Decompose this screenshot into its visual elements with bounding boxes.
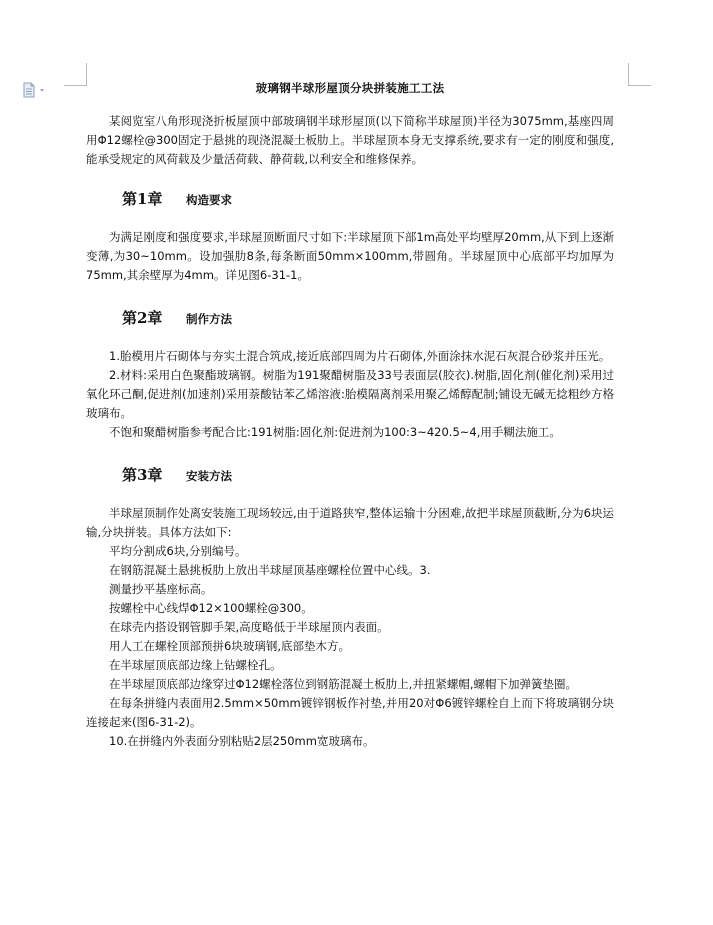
chapter-number: 第2章 (122, 309, 163, 327)
chapter-title: 制作方法 (186, 312, 232, 326)
chapter-3-paragraph: 在半球屋顶底部边缘穿过Φ12螺栓落位到钢筋混凝土板肋上,并扭紧螺帽,螺帽下加弹簧垫圈。 (109, 677, 577, 691)
chapter-3-step: 在球壳内搭设钢管脚手架,高度略低于半球屋顶内表面。 (109, 620, 389, 634)
intro-paragraph: 某阅览室八角形现浇折板屋顶中部玻璃钢半球形屋顶(以下简称半球屋顶)半径为3075mm,基座四周用Φ12螺栓@300固定于悬挑的现浇混凝土板肋上。半球屋顶本身无支撑系统,要求有一定的刚度和强度,能承受规定的风荷载及少量活荷载、静荷载,以利安全和维修保养。 (86, 114, 614, 166)
chapter-1-paragraph: 为满足刚度和强度要求,半球屋顶断面尺寸如下:半球屋顶下部1m高处平均壁厚20mm,从下到上逐渐变薄,为30~10mm。设加强肋8条,每条断面50mm×100mm,带圆角。半球屋顶中心底部平均加厚为75mm,其余壁厚为4mm。详见图6-31-1。 (86, 230, 614, 282)
chapter-3-step: 在钢筋混凝土悬挑板肋上放出半球屋顶基座螺栓位置中心线。3. (109, 563, 431, 577)
chapter-2-paragraph: 2.材料:采用白色聚酯玻璃钢。树脂为191聚醋树脂及33号表面层(胶衣).树脂,固化剂(催化剂)采用过氧化环己酮,促进剂(加速剂)采用萘酸钴苯乙烯溶液:胎模隔离剂采用聚乙烯醇配制;铺设无碱无捻粗纱方格玻璃布。 (86, 368, 614, 420)
chapter-number: 第1章 (122, 190, 163, 208)
caret-down-icon (40, 89, 44, 92)
chapter-title: 构造要求 (186, 193, 232, 207)
chapter-1-heading (86, 188, 614, 209)
margin-corner-top-left (64, 63, 87, 86)
chapter-3-step: 用人工在螺栓顶部预拼6块玻璃钢,底部垫木方。 (109, 639, 350, 653)
chapter-3-paragraph: 半球屋顶制作处离安装施工现场较远,由于道路狭窄,整体运输十分困难,故把半球屋顶截断,分为6块运输,分块拼装。具体方法如下: (86, 506, 614, 539)
margin-corner-top-right (628, 63, 651, 86)
chapter-3-step: 测量抄平基座标高。 (109, 582, 213, 596)
chapter-3-step: 10.在拼缝内外表面分别粘贴2层250mm宽玻璃布。 (109, 734, 375, 748)
document-title: 玻璃钢半球形屋顶分块拼装施工工法 (255, 81, 445, 95)
document-icon[interactable] (22, 82, 46, 98)
document-page (86, 80, 614, 751)
chapter-2-paragraph: 1.胎模用片石砌体与夯实土混合筑成,接近底部四周为片石砌体,外面涂抹水泥石灰混合砂浆并压光。 (109, 349, 611, 363)
chapter-2-paragraph: 不饱和聚醋树脂参考配合比:191树脂:固化剂:促进剂为100:3~420.5~4,用手糊法施工。 (109, 425, 561, 439)
chapter-3-paragraph: 在每条拼缝内表面用2.5mm×50mm镀锌钢板作衬垫,并用20对Φ6镀锌螺栓自上而下将玻璃钢分块连接起来(图6-31-2)。 (86, 696, 614, 729)
chapter-number: 第3章 (122, 466, 163, 484)
chapter-2-heading (86, 307, 614, 328)
chapter-3-heading (86, 464, 614, 485)
chapter-title: 安装方法 (186, 469, 232, 483)
chapter-3-step: 平均分割成6块,分别编号。 (109, 544, 247, 558)
chapter-3-step: 在半球屋顶底部边缘上钻螺栓孔。 (109, 658, 282, 672)
chapter-3-step: 按螺栓中心线焊Φ12×100螺栓@300。 (109, 601, 313, 615)
